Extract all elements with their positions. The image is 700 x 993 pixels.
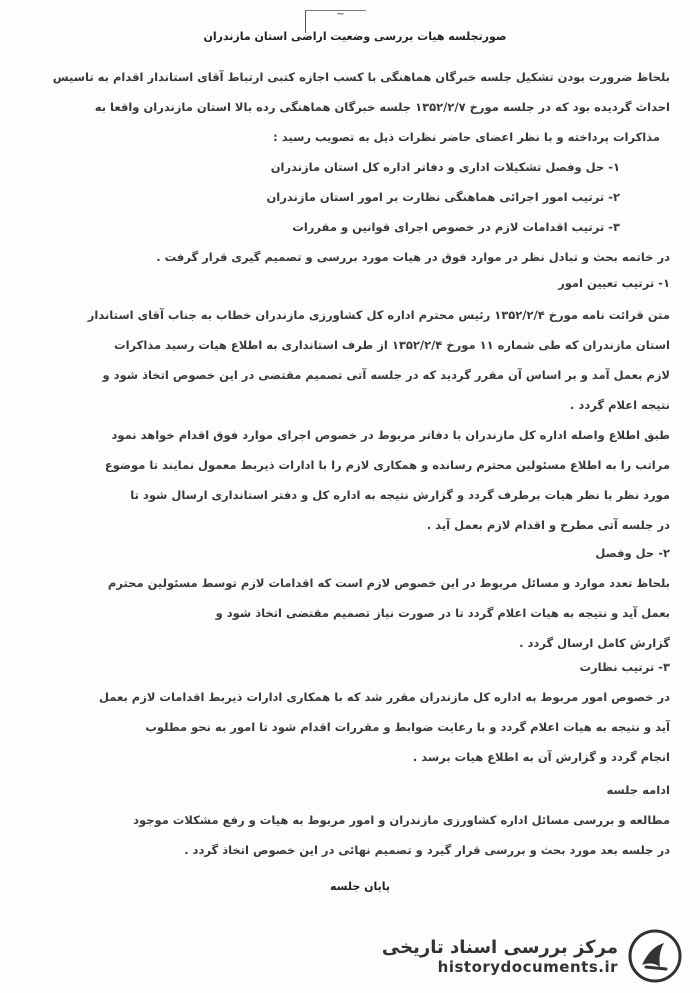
section-line: گزارش کامل ارسال گردد . (519, 636, 670, 650)
page-end-label: پایان جلسه (330, 880, 391, 893)
section-heading: ۳- ترتیب نظارت (579, 660, 670, 674)
watermark-title: مرکز بررسی اسناد تاریخی (381, 936, 618, 958)
section-1b-body (40, 420, 670, 540)
section-line: بعمل آید و نتیجه به هیات اعلام گردد تا در صورت نیاز تصمیم مقتضی اتخاذ شود و (215, 606, 670, 620)
document-title: صورتجلسه هیات بررسی وضعیت اراضی استان مازندران (203, 30, 507, 43)
list-item: ۱- حل وفصل تشکیلات اداری و دفاتر اداره کل استان مازندران (270, 160, 620, 174)
intro-line: احداث گردیده بود که در جلسه مورخ ۱۳۵۲/۲/۷ جلسه خبرگان هماهنگی رده بالا استان مازندران واقعا به (94, 100, 670, 114)
section-heading: ۲- حل وفصل (595, 546, 670, 560)
section-heading: ۱- ترتیب تعیین امور (558, 276, 670, 290)
section-1-body (40, 300, 670, 420)
section-line: در خصوص امور مربوط به اداره کل مازندران مقرر شد که با همکاری ادارات ذیربط اقدامات لازم بعمل (99, 690, 670, 704)
numbered-list (40, 152, 670, 272)
handwritten-mark: ~ (305, 10, 366, 33)
section-line: آید و نتیجه به هیات اعلام گردد و با رعایت ضوابط و مقررات اقدام شود تا امور به نحو مطلوب (145, 720, 670, 734)
section-line: نتیجه اعلام گردد . (570, 398, 670, 412)
list-item: در خاتمه بحث و تبادل نظر در موارد فوق در هیات مورد بررسی و تصمیم گیری قرار گرفت . (156, 250, 670, 264)
section-line: متن قرائت نامه مورخ ۱۳۵۲/۲/۴ رئیس محترم اداره کل کشاورزی مازندران خطاب به جناب آقای استاندار (87, 308, 670, 322)
section-line: طبق اطلاع واصله اداره کل مازندران با دفاتر مربوط در خصوص اجرای موارد فوق اقدام خواهد نمود (111, 428, 670, 442)
section-line: لازم بعمل آمد و بر اساس آن مقرر گردید که در جلسه آتی تصمیم مقتضی در این خصوص اتخاذ شود و (102, 368, 670, 382)
section-line: در جلسه آتی مطرح و اقدام لازم بعمل آید . (426, 518, 670, 532)
section-4 (40, 775, 670, 865)
section-line: استان مازندران که طی شماره ۱۱ مورخ ۱۳۵۲/۲/۴ از طرف استانداری به اطلاع هیات رسید مذاکرات (114, 338, 670, 352)
watermark-footer (382, 929, 682, 983)
section-3 (40, 652, 670, 772)
book-logo-icon (628, 929, 682, 983)
watermark-url: historydocuments.ir (437, 957, 618, 976)
section-2 (40, 538, 670, 658)
intro-paragraph (40, 62, 670, 152)
intro-line: مذاکرات پرداخته و با نظر اعضای حاضر نظرات ذیل به تصویب رسید : (273, 130, 660, 144)
list-item: ۳- ترتیب اقدامات لازم در خصوص اجرای قوانین و مقررات (292, 220, 620, 234)
section-line: مورد نظر با نظر هیات برطرف گردد و گزارش نتیجه به اداره کل و دفتر استانداری ارسال شود تا (130, 488, 670, 502)
list-item: ۲- ترتیب امور اجرائی هماهنگی نظارت بر امور استان مازندران (266, 190, 620, 204)
section-line: بلحاظ تعدد موارد و مسائل مربوط در این خصوص لازم است که اقدامات لازم توسط مسئولین محترم (107, 576, 670, 590)
section-1 (40, 268, 670, 298)
intro-line: بلحاظ ضرورت بودن تشکیل جلسه خبرگان هماهنگی با کسب اجازه کتبی ارتباط آقای استاندار اقدام به تاسیس (52, 70, 670, 84)
section-line: در جلسه بعد مورد بحث و بررسی قرار گیرد و تصمیم نهائی در این خصوص اتخاذ گردد . (184, 843, 670, 857)
section-line: انجام گردد و گزارش آن به اطلاع هیات برسد . (412, 750, 670, 764)
section-line: مطالعه و بررسی مسائل اداره کشاورزی مازندران و امور مربوط به هیات و رفع مشکلات موجود (133, 813, 670, 827)
section-line: مراتب را به اطلاع مسئولین محترم رسانده و همکاری لازم را با ادارات ذیربط معمول نمایند تا موضوع (104, 458, 670, 472)
section-heading: ادامه جلسه (606, 783, 670, 797)
